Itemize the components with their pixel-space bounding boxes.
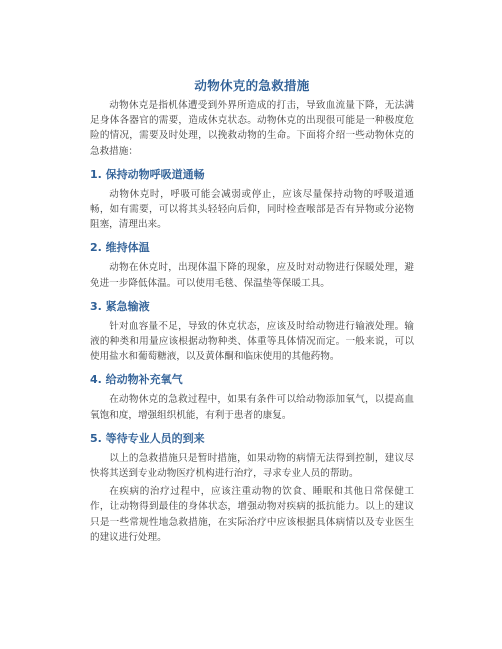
section-3-paragraph-1: 针对血容量不足，导致的休克状态，应该及时给动物进行输液处理。输液的种类和用量应该根据动物种类、体重等具体情况而定。一般来说，可以使用盐水和葡萄糖液，以及黄体酮和临床使用的其他药物。 xyxy=(90,320,414,363)
section-5-paragraph-2: 在疾病的治疗过程中，应该注重动物的饮食、睡眠和其他日常保健工作，让动物得到最佳的身体状态，增强动物对疾病的抵抗能力。以上的建议只是一些常规性地急救措施，在实际治疗中应该根据具体病情以及专业医生的建议进行处理。 xyxy=(90,486,414,543)
section-heading-4: 4. 给动物补充氧气 xyxy=(90,373,183,387)
document-page xyxy=(90,78,414,545)
section-1-paragraph-1: 动物休克时，呼吸可能会减弱或停止，应该尽量保持动物的呼吸道通畅，如有需要，可以将其头轻轻向后仰，同时检查喉部是否有异物或分泌物阻塞，清理出来。 xyxy=(90,188,414,231)
document-title: 动物休克的急救措施 xyxy=(194,78,310,93)
section-heading-2: 2. 维持体温 xyxy=(90,241,150,255)
section-heading-1: 1. 保持动物呼吸道通畅 xyxy=(90,167,205,181)
section-heading-5: 5. 等待专业人员的到来 xyxy=(90,431,205,445)
section-heading-3: 3. 紧急输液 xyxy=(90,299,150,313)
section-2-paragraph-1: 动物在休克时，出现体温下降的现象，应及时对动物进行保暖处理，避免进一步降低体温。可以使用毛毯、保温垫等保暖工具。 xyxy=(90,262,414,289)
section-4-paragraph-1: 在动物休克的急救过程中，如果有条件可以给动物添加氧气，以提高血氧饱和度，增强组织机能，有利于患者的康复。 xyxy=(90,394,414,421)
intro-paragraph: 动物休克是指机体遭受到外界所造成的打击，导致血流量下降，无法满足身体各器官的需要，造成休克状态。动物休克的出现很可能是一种极度危险的情况，需要及时处理，以挽救动物的生命。下面将介绍一些动物休克的急救措施： xyxy=(90,100,414,157)
section-5-paragraph-1: 以上的急救措施只是暂时措施，如果动物的病情无法得到控制，建议尽快将其送到专业动物医疗机构进行治疗，寻求专业人员的帮助。 xyxy=(90,452,414,480)
